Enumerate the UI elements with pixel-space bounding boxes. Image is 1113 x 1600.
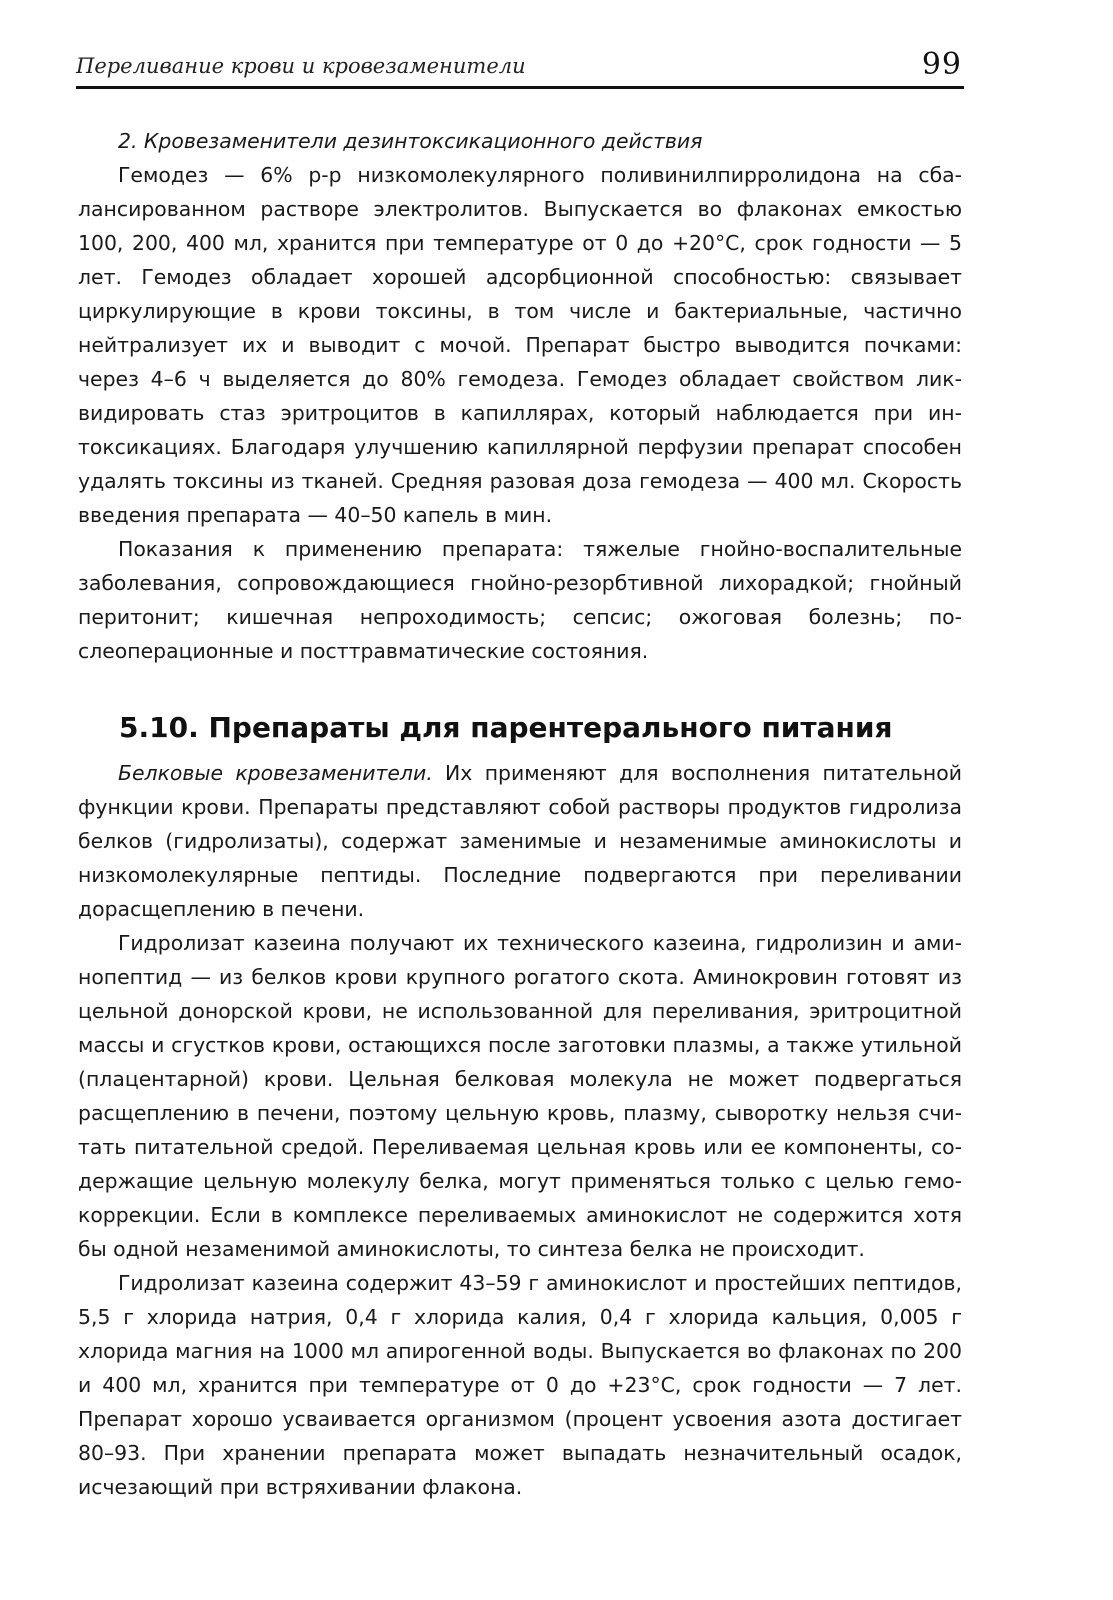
paragraph-casein-hydrolysate: Гидролизат казеина содержит 43–59 г аминокислот и простейших пептидов, 5,5 г хлорида натрия, 0,4 г хлорида калия, 0,4 г хлорида кальция, 0,005 г хлорида магния на 1000 мл апирогенной воды. Выпускается во флаконах по 200 и 400 мл, хранится при температуре от 0 до +23°С, срок годности — 7 лет. Препарат хорошо усваивается организмом (процент усвоения азота достигает 80–93. При хранении препарата может выпадать незначительный осадок, исчезающий при встряхивании флакона.	[78, 1271, 962, 1499]
paragraph-indications: Показания к применению препарата: тяжелые гнойно-воспалительные заболевания, сопровождающиеся гнойно-резорбтивной лихорадкой; гнойный перитонит; кишечная непроходимость; сепсис; ожоговая болезнь; послеоперационные и посттравматические состояния.	[78, 537, 962, 663]
running-title: Переливание крови и кровезаменители	[76, 54, 526, 78]
paragraph-protein-substitutes	[78, 756, 962, 926]
page-body	[78, 124, 962, 1504]
paragraph-hydrolysates: Гидролизат казеина получают их технического казеина, гидролизин и аминопептид — из белков крови крупного рогатого скота. Аминокровин готовят из цельной донорской крови, не использованной для переливания, эритроцитной массы и сгустков крови, остающихся после заготовки плазмы, а также утильной (плацентарной) крови. Цельная белковая молекула не может подвергаться расщеплению в печени, поэтому цельную кровь, плазму, сыворотку нельзя считать питательной средой. Переливаемая цельная кровь или ее компоненты, содержащие цельную молекулу белка, могут применяться только с целью гемокоррекции. Если в комплексе переливаемых аминокислот не содержится хотя бы одной незаменимой аминокислоты, то синтеза белка не происходит.	[78, 931, 962, 1261]
running-header	[76, 40, 964, 89]
subsection-heading: 2. Кровезаменители дезинтоксикационного действия	[118, 129, 703, 153]
section-heading: 5.10. Препараты для парентерального питания	[119, 711, 893, 744]
paragraph-lead-term: Белковые кровезаменители.	[118, 761, 433, 785]
paragraph-hemodez: Гемодез — 6% р-р низкомолекулярного поливинилпирролидона на сбалансированном растворе электролитов. Выпускается во флаконах емкостью 100, 200, 400 мл, хранится при температуре от 0 до +20°С, срок годности — 5 лет. Гемодез обладает хорошей адсорбционной способностью: связывает циркулирующие в крови токсины, в том числе и бактериальные, частично нейтрализует их и выводит с мочой. Препарат быстро выводится почками: через 4–6 ч выделяется до 80% гемодеза. Гемодез обладает свойством ликвидировать стаз эритроцитов в капиллярах, который наблюдается при интоксикациях. Благодаря улучшению капиллярной перфузии препарат способен удалять токсины из тканей. Средняя разовая доза гемодеза — 400 мл. Скорость введения препарата — 40–50 капель в мин.	[78, 163, 962, 527]
page-number: 99	[921, 47, 962, 82]
paragraph-text: Их применяют для восполнения питательной функции крови. Препараты представляют собой растворы продуктов гидролиза белков (гидролизаты), содержат заменимые и незаменимые аминокислоты и низкомолекулярные пептиды. Последние подвергаются при переливании дорасщеплению в печени.	[78, 761, 962, 921]
